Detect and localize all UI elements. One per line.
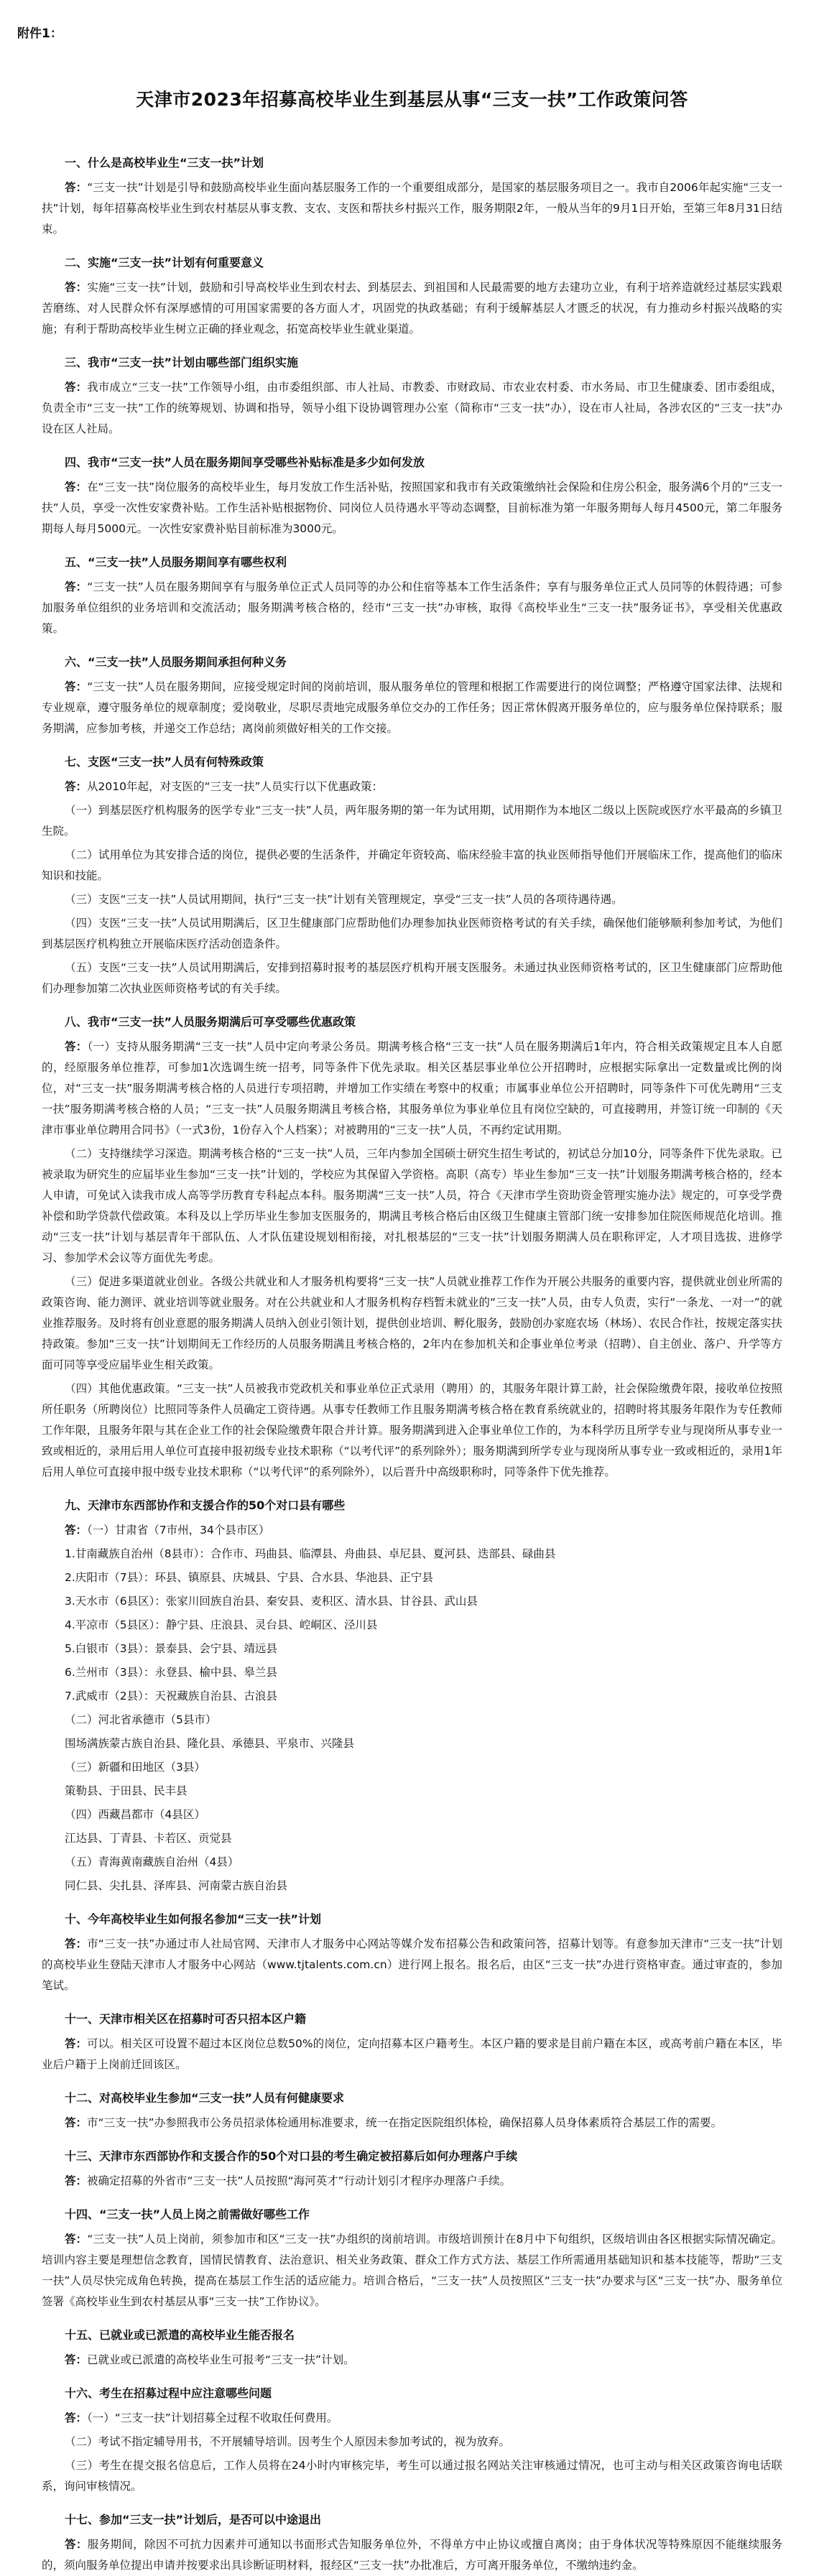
section-14 <box>42 2206 782 2312</box>
answer-text: 我市成立“三支一扶”工作领导小组，由市委组织部、市人社局、市教委、市财政局、市农业农村委、市水务局、市卫生健康委、团市委组成，负责全市“三支一扶”工作的统筹规划、协调和指导，领导小组下设协调管理办公室（简称市“三支一扶”办），设在市人社局，各涉农区的“三支一扶”办设在区人社局。 <box>42 381 782 435</box>
section-8 <box>42 1014 782 1483</box>
answer-label: 答： <box>65 1937 88 1950</box>
county-list-item: 7.武威市（2县）：天祝藏族自治县、古浪县 <box>65 1690 277 1702</box>
list-item: （二）试用单位为其安排合适的岗位，提供必要的生活条件，并确定年资较高、临床经验丰富的执业医师指导他们开展临床工作，提高他们的临床知识和技能。 <box>42 848 782 882</box>
answer-text: （一）支持从服务期满“三支一扶”人员中定向考录公务员。期满考核合格“三支一扶”人员在服务期满后1年内，符合相关政策规定且本人自愿的，经原服务单位推荐，可参加1次选调生统一招考，同等条件下优先录取。相关区基层事业单位公开招聘时，应根据实际拿出一定数量或比例的岗位，对“三支一扶”服务期满考核合格的人员进行专项招聘，并增加工作实绩在考察中的权重；市属事业单位公开招聘时，同等条件下可优先聘用“三支一扶”服务期满考核合格的人员；“三支一扶”人员服务期满且考核合格，其服务单位为事业单位且有岗位空缺的，可直接聘用，并签订统一印制的《天津市事业单位聘用合同书》（一式3份，1份存入个人档案）；对被聘用的“三支一扶”人员，不再约定试用期。 <box>42 1040 782 1136</box>
section-answer <box>42 2408 782 2429</box>
county-list-item: （三）新疆和田地区（3县） <box>65 1761 205 1774</box>
section-5 <box>42 554 782 639</box>
answer-label: 答： <box>65 2233 88 2246</box>
section-heading: 九、天津市东西部协作和支援合作的50个对口县有哪些 <box>65 1498 346 1512</box>
section-heading: 八、我市“三支一扶”人员服务期满后可享受哪些优惠政策 <box>65 1015 356 1029</box>
answer-text: 实施“三支一扶”计划，鼓励和引导高校毕业生到农村去、到基层去、到祖国和人民最需要的地方去建功立业，有利于培养造就经过基层实践艰苦磨练、对人民群众怀有深厚感情的可用国家需要的各方面人才，巩固党的执政基础；有利于缓解基层人才匮乏的状况，有力推动乡村振兴战略的实施；有利于帮助高校毕业生树立正确的择业观念，拓宽高校毕业生就业渠道。 <box>42 281 782 335</box>
answer-text: 在“三支一扶”岗位服务的高校毕业生，每月发放工作生活补贴，按照国家和我市有关政策缴纳社会保险和住房公积金，服务满6个月的“三支一扶”人员，享受一次性安家费补贴。工作生活补贴根据物价、同岗位人员待遇水平等动态调整，目前标准为第一年服务期每人每月4500元，第二年服务期每人每月5000元。一次性安家费补贴目前标准为3000元。 <box>42 481 782 535</box>
section-3 <box>42 354 782 440</box>
section-6 <box>42 654 782 739</box>
answer-label: 答： <box>65 2116 88 2129</box>
section-4 <box>42 454 782 539</box>
answer-text: 可以。相关区可设置不超过本区岗位总数50%的岗位，定向招募本区户籍考生。本区户籍的要求是目前户籍在本区，或高考前户籍在本区，毕业后户籍于上岗前迁回该区。 <box>42 2037 782 2071</box>
section-11 <box>42 2011 782 2075</box>
county-list-item: 江达县、丁青县、卡若区、贡觉县 <box>65 1832 232 1845</box>
document-title: 天津市2023年招募高校毕业生到基层从事“三支一扶”工作政策问答 <box>136 89 688 110</box>
section-heading: 十五、已就业或已派遣的高校毕业生能否报名 <box>65 2328 295 2342</box>
answer-label: 答： <box>65 2538 88 2551</box>
county-list-item: 1.甘南藏族自治州（8县市）：合作市、玛曲县、临潭县、舟曲县、卓尼县、夏河县、迭部县、碌曲县 <box>65 1547 556 1560</box>
list-item: （三）促进多渠道就业创业。各级公共就业和人才服务机构要将“三支一扶”人员就业推荐工作作为开展公共服务的重要内容，提供就业创业所需的政策咨询、能力测评、就业培训等就业服务。对在公共就业和人才服务机构存档暂未就业的“三支一扶”人员，由专人负责，实行“一条龙、一对一”的就业推荐服务。及时将有创业意愿的服务期满人员纳入创业引领计划，提供创业培训、孵化服务，鼓励创办家庭农场（林场）、农民合作社，按规定落实扶持政策。参加“三支一扶”计划期间无工作经历的人员服务期满且考核合格的，2年内在参加机关和企事业单位考录（招聘）、自主创业、落户、升学等方面可同等享受应届毕业生相关政策。 <box>42 1275 782 1371</box>
answer-text: “三支一扶”计划是引导和鼓励高校毕业生面向基层服务工作的一个重要组成部分，是国家的基层服务项目之一。我市自2006年起实施“三支一扶”计划，每年招募高校毕业生到农村基层从事支教、支农、支医和帮扶乡村振兴工作，服务期限2年，一般从当年的9月1日开始，至第三年8月31日结束。 <box>42 181 782 236</box>
section-1 <box>42 154 782 240</box>
answer-label: 答： <box>65 2411 88 2424</box>
section-heading: 十四、“三支一扶”人员上岗之前需做好哪些工作 <box>65 2207 310 2221</box>
section-7 <box>42 754 782 999</box>
section-heading: 十六、考生在招募过程中应注意哪些问题 <box>65 2386 272 2400</box>
answer-label: 答： <box>65 2174 88 2187</box>
section-heading: 十、今年高校毕业生如何报名参加“三支一扶”计划 <box>65 1912 322 1926</box>
section-13 <box>42 2148 782 2192</box>
section-answer <box>42 377 782 440</box>
section-16 <box>42 2385 782 2497</box>
list-item: （五）支医“三支一扶”人员试用期满后，安排到招募时报考的基层医疗机构开展支医服务。未通过执业医师资格考试的，区卫生健康部门应帮助他们办理参加第二次执业医师资格考试的有关手续。 <box>42 961 782 995</box>
answer-label: 答： <box>65 381 88 394</box>
county-list-item: 2.庆阳市（7县）：环县、镇原县、庆城县、宁县、合水县、华池县、正宁县 <box>65 1571 433 1584</box>
county-list-item: 6.兰州市（3县）：永登县、榆中县、皋兰县 <box>65 1666 277 1679</box>
section-heading: 十三、天津市东西部协作和支援合作的50个对口县的考生确定被招募后如何办理落户手续 <box>65 2149 518 2163</box>
section-heading: 十二、对高校毕业生参加“三支一扶”人员有何健康要求 <box>65 2091 345 2105</box>
answer-label: 答： <box>65 2037 88 2050</box>
section-17 <box>42 2511 782 2576</box>
county-list-item: 4.平凉市（5县区）：静宁县、庄浪县、灵台县、崆峒区、泾川县 <box>65 1618 378 1631</box>
answer-label: 答： <box>65 680 88 693</box>
section-2 <box>42 254 782 340</box>
answer-label: 答： <box>65 181 88 194</box>
section-answer <box>42 2113 782 2133</box>
attachment-label: 附件1： <box>17 27 63 41</box>
section-answer <box>42 477 782 539</box>
answer-text: 市“三支一扶”办参照我市公务员招录体检通用标准要求，统一在指定医院组织体检，确保招募人员身体素质符合基层工作的需要。 <box>87 2116 723 2129</box>
answer-label: 答： <box>65 1524 88 1537</box>
section-answer <box>42 1037 782 1141</box>
section-answer <box>42 1520 782 1541</box>
county-list-item: 同仁县、尖扎县、泽库县、河南蒙古族自治县 <box>65 1879 288 1892</box>
county-list-item: （五）青海黄南藏族自治州（4县） <box>65 1855 239 1868</box>
section-answer <box>42 277 782 340</box>
answer-text: “三支一扶”人员在服务期间，应接受规定时间的岗前培训，服从服务单位的管理和根据工作需要进行的岗位调整；严格遵守国家法律、法规和专业规章，遵守服务单位的规章制度；爱岗敬业，尽职尽责地完成服务单位交办的工作任务；因正常休假离开服务单位的，应与服务单位保持联系；服务期满，应参加考核，并递交工作总结；离岗前须做好相关的工作交接。 <box>42 680 782 735</box>
list-item: （一）到基层医疗机构服务的医学专业“三支一扶”人员，两年服务期的第一年为试用期，试用期作为本地区二级以上医院或医疗水平最高的乡镇卫生院。 <box>42 804 782 838</box>
county-list-item: 3.天水市（6县区）：张家川回族自治县、秦安县、麦积区、清水县、甘谷县、武山县 <box>65 1595 478 1608</box>
section-answer <box>42 177 782 240</box>
county-list-item: 策勒县、于田县、民丰县 <box>65 1784 188 1797</box>
answer-text: 市“三支一扶”办通过市人社局官网、天津市人才服务中心网站等媒介发布招募公告和政策问答，招募计划等。有意参加天津市“三支一扶”计划的高校毕业生登陆天津市人才服务中心网站（www.tjtalents.com.cn）进行网上报名。报名后，由区“三支一扶”办进行资格审查。通过审查的，参加笔试。 <box>42 1937 782 1992</box>
section-answer <box>42 1934 782 1996</box>
section-answer <box>42 777 782 797</box>
section-answer <box>42 2534 782 2576</box>
list-item: （三）考生在提交报名信息后，工作人员将在24小时内审核完毕，考生可以通过报名网站关注审核通过情况，也可主动与相关区政策咨询电话联系，询问审核情况。 <box>42 2459 782 2493</box>
list-item: （二）考试不指定辅导用书，不开展辅导培训。因考生个人原因未参加考试的，视为放弃。 <box>65 2435 511 2448</box>
list-item: （四）其他优惠政策。“三支一扶”人员被我市党政机关和事业单位正式录用（聘用）的，其服务年限计算工龄，社会保险缴费年限，接收单位按照所任职务（所聘岗位）比照同等条件人员确定工资待遇。从事专任教师工作且服务期满考核合格在教育系统就业的，招聘时将其服务年限作为专任教师工作年限，且服务年限与其在企业工作的社会保险缴费年限合并计算。服务期满到进入企事业单位工作的，为本科学历且所学专业与现岗所从事专业一致或相近的，录用后用人单位可直接申报初级专业技术职称（“以考代评”的系列除外）；服务期满到所学专业与现岗所从事专业一致或相近的，录用1年后用人单位可直接申报中级专业技术职称（“以考代评”的系列除外），以后晋升中高级职称时，同等条件下优先推荐。 <box>42 1382 782 1478</box>
section-heading: 十一、天津市相关区在招募时可否只招本区户籍 <box>65 2012 307 2026</box>
section-10 <box>42 1911 782 1996</box>
section-12 <box>42 2090 782 2133</box>
answer-label: 答： <box>65 2353 88 2366</box>
section-heading: 十七、参加“三支一扶”计划后，是否可以中途退出 <box>65 2513 322 2526</box>
answer-label: 答： <box>65 281 88 294</box>
section-answer <box>42 2350 782 2371</box>
section-heading: 四、我市“三支一扶”人员在服务期间享受哪些补贴标准是多少如何发放 <box>65 455 425 469</box>
county-list-item: （二）河北省承德市（5县市） <box>65 1713 217 1726</box>
county-list-item: （四）西藏昌都市（4县区） <box>65 1808 205 1821</box>
list-item: （二）支持继续学习深造。期满考核合格的“三支一扶”人员，三年内参加全国硕士研究生招生考试的，初试总分加10分，同等条件下优先录取。已被录取为研究生的应届毕业生参加“三支一扶”计划的，学校应为其保留入学资格。高职（高专）毕业生参加“三支一扶”计划服务期满考核合格的，经本人申请，可免试入读我市成人高等学历教育专科起点本科。服务期满“三支一扶”人员，符合《天津市学生资助资金管理实施办法》规定的，可享受学费补偿和助学贷款代偿政策。本科及以上学历毕业生参加支医服务的，期满且考核合格后由区级卫生健康主管部门统一安排参加住院医师规范化培训。推动“三支一扶”计划与基层青年干部队伍、人才队伍建设规划相衔接，对扎根基层的“三支一扶”计划服务期满人员在职称评定，人才项目选拔、进修学习、参加学术会议等方面优先考虑。 <box>42 1147 782 1264</box>
answer-text: （一）甘肃省（7市州，34个县市区） <box>87 1524 270 1537</box>
answer-label: 答： <box>65 481 88 494</box>
answer-text: 被确定招募的外省市“三支一扶”人员按照“海河英才”行动计划引才程序办理落户手续。 <box>87 2174 511 2187</box>
section-heading: 六、“三支一扶”人员服务期间承担何种义务 <box>65 655 287 669</box>
list-item: （三）支医“三支一扶”人员试用期间，执行“三支一扶”计划有关管理规定，享受“三支一扶”人员的各项待遇待遇。 <box>65 893 623 906</box>
answer-label: 答： <box>65 780 88 793</box>
section-heading: 五、“三支一扶”人员服务期间享有哪些权利 <box>65 555 287 569</box>
section-heading: 三、我市“三支一扶”计划由哪些部门组织实施 <box>65 356 299 369</box>
answer-text: “三支一扶”人员上岗前，须参加市和区“三支一扶”办组织的岗前培训。市级培训预计在8月中下旬组织，区级培训由各区根据实际情况确定。培训内容主要是理想信念教育，国情民情教育、法治意识、相关业务政策、群众工作方式方法、基层工作所需通用基础知识和基本技能等，帮助“三支一扶”人员尽快完成角色转换，提高在基层工作生活的适应能力。培训合格后，“三支一扶”人员按照区“三支一扶”办要求与区“三支一扶”办、服务单位签署《高校毕业生到农村基层从事“三支一扶”工作协议》。 <box>42 2233 782 2308</box>
section-answer <box>42 677 782 739</box>
section-15 <box>42 2327 782 2371</box>
section-answer <box>42 2229 782 2312</box>
answer-text: （一）“三支一扶”计划招募全过程不收取任何费用。 <box>87 2411 338 2424</box>
section-answer <box>42 2171 782 2192</box>
section-answer <box>42 577 782 639</box>
section-heading: 二、实施“三支一扶”计划有何重要意义 <box>65 256 264 269</box>
answer-text: 服务期间，除因不可抗力因素并可通知以书面形式告知服务单位外，不得单方中止协议或擅自离岗；由于身体状况等特殊原因不能继续服务的，须向服务单位提出申请并按要求出具诊断证明材料，报经区“三支一扶”办批准后，方可离开服务单位，不缴纳违约金。 <box>42 2538 782 2572</box>
section-9 <box>42 1497 782 1896</box>
answer-text: 已就业或已派遣的高校毕业生可报考“三支一扶”计划。 <box>87 2353 355 2366</box>
section-answer <box>42 2034 782 2075</box>
answer-label: 答： <box>65 580 88 593</box>
list-item: （四）支医“三支一扶”人员试用期满后，区卫生健康部门应帮助他们办理参加执业医师资格考试的有关手续，确保他们能够顺利参加考试，为他们到基层医疗机构独立开展临床医疗活动创造条件。 <box>42 917 782 950</box>
section-heading: 一、什么是高校毕业生“三支一扶”计划 <box>65 156 264 170</box>
county-list-item: 围场满族蒙古族自治县、隆化县、承德县、平泉市、兴隆县 <box>65 1737 355 1750</box>
county-list-item: 5.白银市（3县）：景泰县、会宁县、靖远县 <box>65 1642 277 1655</box>
section-heading: 七、支医“三支一扶”人员有何特殊政策 <box>65 755 264 769</box>
answer-text: 从2010年起，对支医的“三支一扶”人员实行以下优惠政策： <box>87 780 384 793</box>
answer-label: 答： <box>65 1040 88 1053</box>
answer-text: “三支一扶”人员在服务期间享有与服务单位正式人员同等的办公和住宿等基本工作生活条件；享有与服务单位正式人员同等的休假待遇；可参加服务单位组织的业务培训和交流活动；服务期满考核合格的，经市“三支一扶”办审核，取得《高校毕业生“三支一扶”服务证书》，享受相关优惠政策。 <box>42 580 782 635</box>
